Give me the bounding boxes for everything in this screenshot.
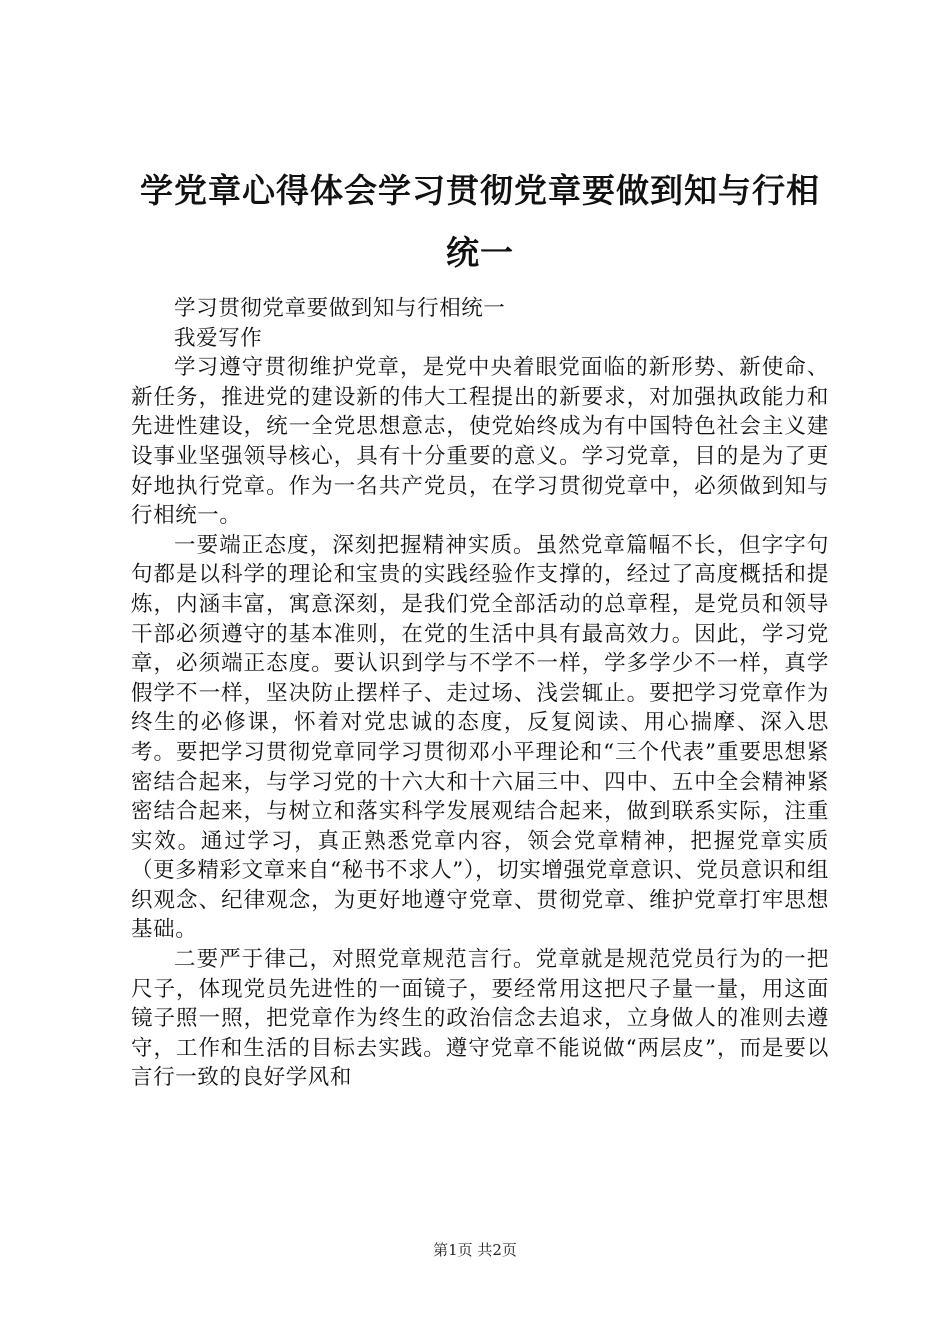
intro-paragraph: 学习遵守贯彻维护党章，是党中央着眼党面临的新形势、新使命、新任务，推进党的建设新的伟大工程提出的新要求，对加强执政能力和先进性建设，统一全党思想意志，使党始终成为有中国特色社会主义建设事业坚强领导核心，具有十分重要的意义。学习党章，目的是为了更好地执行党章。作为一名共产党员，在学习贯彻党章中，必须做到知与行相统一。 [131,355,829,529]
body-paragraph-2: 二要严于律己，对照党章规范言行。党章就是规范党员行为的一把尺子，体现党员先进性的一面镜子，要经常用这把尺子量一量，用这面镜子照一照，把党章作为终生的政治信念去追求，立身做人的准则去遵守，工作和生活的目标去实践。遵守党章不能说做“两层皮”，而是要以言行一致的良好学风和 [131,947,829,1091]
document-title: 学党章心得体会学习贯彻党章要做到知与行相统一 [140,171,820,272]
author-paragraph: 我爱写作 [174,325,263,351]
page-footer: 第1页 共2页 [433,1241,517,1259]
document-body [131,294,829,1093]
body-paragraph-1: 一要端正态度，深刻把握精神实质。虽然党章篇幅不长，但字字句句都是以科学的理论和宝贵的实践经验作支撑的，经过了高度概括和提炼，内涵丰富，寓意深刻，是我们党全部活动的总章程，是党员和领导干部必须遵守的基本准则，在党的生活中具有最高效力。因此，学习党章，必须端正态度。要认识到学与不学不一样，学多学少不一样，真学假学不一样，坚决防止摆样子、走过场、浅尝辄止。要把学习党章作为终生的必修课，怀着对党忠诚的态度，反复阅读、用心揣摩、深入思考。要把学习贯彻党章同学习贯彻邓小平理论和“三个代表”重要思想紧密结合起来，与学习党的十六大和十六届三中、四中、五中全会精神紧密结合起来，与树立和落实科学发展观结合起来，做到联系实际，注重实效。通过学习，真正熟悉党章内容，领会党章精神，把握党章实质（更多精彩文章来自“秘书不求人”），切实增强党章意识、党员意识和组织观念、纪律观念，为更好地遵守党章、贯彻党章、维护党章打牢思想基础。 [131,532,829,943]
subtitle-paragraph: 学习贯彻党章要做到知与行相统一 [174,296,506,321]
